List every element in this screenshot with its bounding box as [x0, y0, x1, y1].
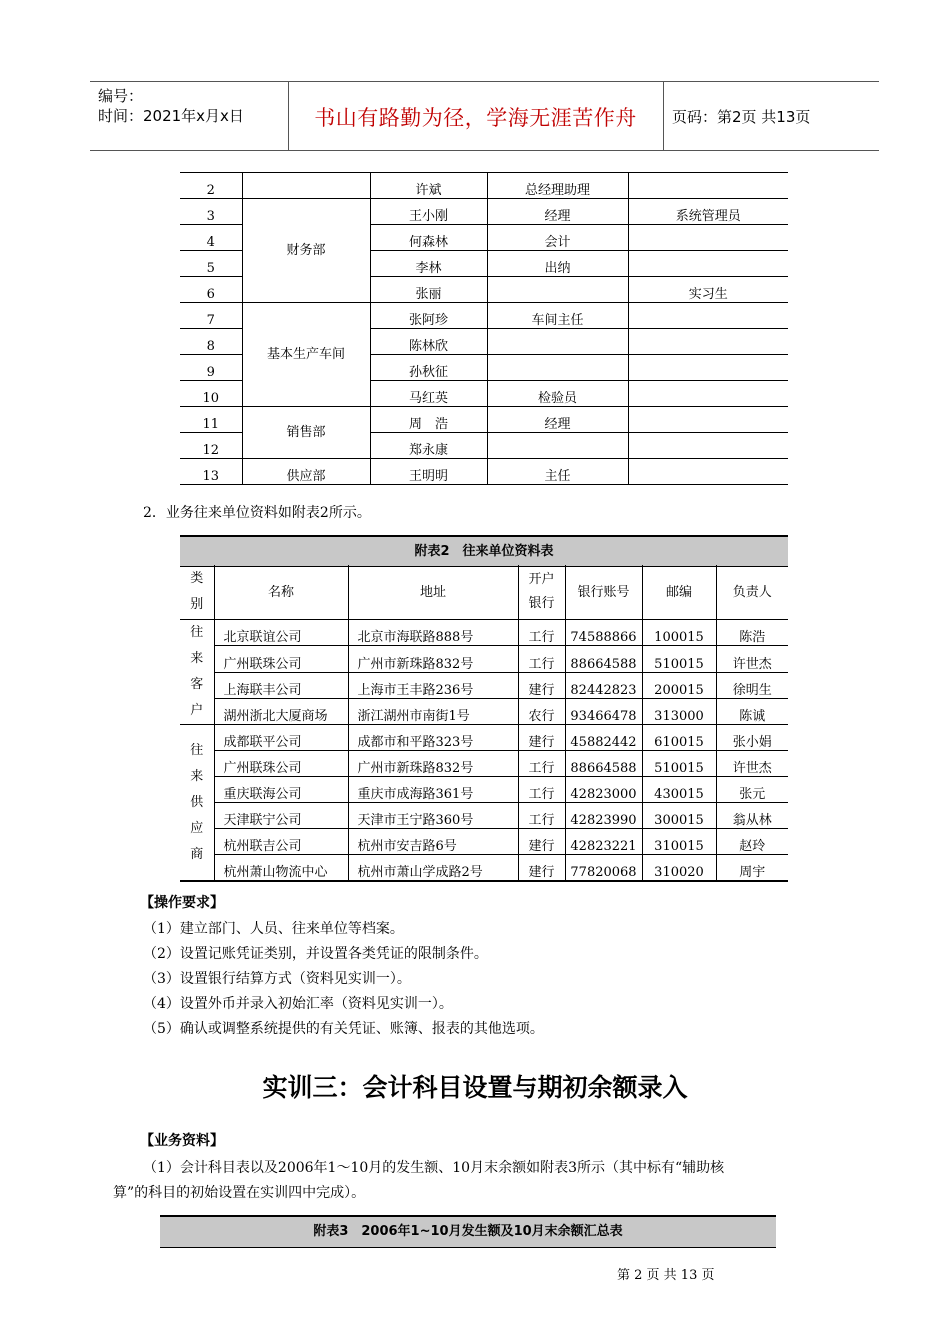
- staff-no: 4: [180, 225, 242, 251]
- header-motto: 书山有路勤为径，学海无涯苦作舟: [314, 106, 637, 130]
- table-row: [180, 725, 788, 751]
- staff-dept: 基本生产车间: [242, 303, 370, 407]
- col-name: 名称: [214, 565, 348, 620]
- partner-account: 42823990: [565, 803, 642, 829]
- staff-role: [628, 251, 788, 277]
- table-row: [180, 777, 788, 803]
- partner-contact: 张元: [716, 777, 788, 803]
- partner-contact: 许世杰: [716, 646, 788, 672]
- staff-no: 10: [180, 381, 242, 407]
- staff-role: 系统管理员: [628, 199, 788, 225]
- partner-contact: 陈浩: [716, 620, 788, 646]
- partner-postcode: 100015: [642, 620, 716, 646]
- staff-name: 张丽: [370, 277, 487, 303]
- staff-name: 许斌: [370, 173, 487, 199]
- partner-postcode: 310015: [642, 829, 716, 855]
- staff-no: 3: [180, 199, 242, 225]
- partner-address: 天津市王宁路360号: [348, 803, 518, 829]
- partner-contact: 许世杰: [716, 751, 788, 777]
- col-contact: 负责人: [716, 565, 788, 620]
- staff-no: 7: [180, 303, 242, 329]
- partner-name: 湖州浙北大厦商场: [214, 698, 348, 724]
- staff-role: [628, 303, 788, 329]
- staff-role: [628, 407, 788, 433]
- staff-role: [628, 355, 788, 381]
- table-row: [180, 672, 788, 698]
- staff-title: [487, 433, 628, 459]
- partner-bank: 工行: [518, 646, 565, 672]
- business-line-1: （1）会计科目表以及2006年1～10月的发生额、10月末余额如附表3所示（其中标有“辅助核: [143, 1160, 725, 1176]
- partner-account: 74588866: [565, 620, 642, 646]
- partner-name: 重庆联海公司: [214, 777, 348, 803]
- partner-postcode: 310020: [642, 855, 716, 882]
- staff-dept: [242, 173, 370, 199]
- col-category: [180, 565, 214, 620]
- partner-bank: 工行: [518, 777, 565, 803]
- partner-postcode: 610015: [642, 725, 716, 751]
- partner-address: 杭州市萧山学成路2号: [348, 855, 518, 882]
- partner-bank: 建行: [518, 829, 565, 855]
- partner-account: 45882442: [565, 725, 642, 751]
- staff-title: 总经理助理: [487, 173, 628, 199]
- staff-name: 郑永康: [370, 433, 487, 459]
- paragraph-partners: 2．业务往来单位资料如附表2所示。: [143, 505, 371, 521]
- business-heading: 【业务资料】: [140, 1133, 224, 1149]
- partner-address: 成都市和平路323号: [348, 725, 518, 751]
- partner-account: 88664588: [565, 646, 642, 672]
- partner-contact: 陈诚: [716, 698, 788, 724]
- requirement-item: （3）设置银行结算方式（资料见实训一）。: [143, 971, 411, 987]
- col-bank: [518, 565, 565, 620]
- partner-account: 42823221: [565, 829, 642, 855]
- col-category-label: 类别: [190, 571, 204, 612]
- staff-name: 陈林欣: [370, 329, 487, 355]
- page-header: [90, 81, 879, 151]
- staff-name: 王明明: [370, 459, 487, 485]
- partner-contact: 翁从林: [716, 803, 788, 829]
- partner-name: 广州联珠公司: [214, 646, 348, 672]
- partner-name: 上海联丰公司: [214, 672, 348, 698]
- staff-dept: 财务部: [242, 199, 370, 303]
- requirement-item: （5）确认或调整系统提供的有关凭证、账簿、报表的其他选项。: [143, 1021, 544, 1037]
- staff-name: 孙秋征: [370, 355, 487, 381]
- table2-caption: 附表2 往来单位资料表: [180, 535, 788, 567]
- partner-name: 杭州联吉公司: [214, 829, 348, 855]
- table-row: [180, 459, 788, 485]
- staff-role: [628, 459, 788, 485]
- partner-account: 42823000: [565, 777, 642, 803]
- partner-account: 77820068: [565, 855, 642, 882]
- staff-dept: 销售部: [242, 407, 370, 459]
- staff-no: 11: [180, 407, 242, 433]
- col-postcode: 邮编: [642, 565, 716, 620]
- col-address: 地址: [348, 565, 518, 620]
- partner-name: 广州联珠公司: [214, 751, 348, 777]
- header-number: 编号：: [98, 87, 144, 105]
- staff-title: [487, 355, 628, 381]
- staff-title: 经理: [487, 199, 628, 225]
- business-line-2: 算”的科目的初始设置在实训四中完成）。: [113, 1185, 366, 1201]
- requirements-heading: 【操作要求】: [140, 895, 224, 911]
- partner-address: 北京市海联路888号: [348, 620, 518, 646]
- partner-name: 杭州萧山物流中心: [214, 855, 348, 882]
- table-row: [180, 646, 788, 672]
- partner-table: [180, 565, 788, 882]
- category-customers: [180, 620, 214, 725]
- header-page: 页码：第2页 共13页: [672, 108, 811, 126]
- partner-bank: 建行: [518, 725, 565, 751]
- table-row: [180, 407, 788, 433]
- staff-table: [180, 172, 788, 485]
- staff-role: [628, 433, 788, 459]
- partner-bank: 建行: [518, 855, 565, 882]
- partner-postcode: 200015: [642, 672, 716, 698]
- staff-no: 12: [180, 433, 242, 459]
- table-header-row: [180, 565, 788, 620]
- staff-name: 张阿珍: [370, 303, 487, 329]
- staff-no: 8: [180, 329, 242, 355]
- staff-no: 9: [180, 355, 242, 381]
- requirement-item: （4）设置外币并录入初始汇率（资料见实训一）。: [143, 996, 453, 1012]
- staff-name: 王小刚: [370, 199, 487, 225]
- staff-name: 马红英: [370, 381, 487, 407]
- category-suppliers: [180, 725, 214, 882]
- requirement-item: （1）建立部门、人员、往来单位等档案。: [143, 921, 404, 937]
- partner-address: 浙江湖州市南街1号: [348, 698, 518, 724]
- header-time: 时间：2021年x月x日: [98, 107, 244, 125]
- staff-title: [487, 277, 628, 303]
- partner-account: 88664588: [565, 751, 642, 777]
- page-footer: 第 2 页 共 13 页: [617, 1268, 715, 1283]
- staff-no: 13: [180, 459, 242, 485]
- partner-contact: 周宇: [716, 855, 788, 882]
- partner-name: 北京联谊公司: [214, 620, 348, 646]
- staff-title: 车间主任: [487, 303, 628, 329]
- staff-no: 5: [180, 251, 242, 277]
- category-customers-label: 往来客户: [190, 625, 204, 718]
- table-row: [180, 855, 788, 882]
- partner-postcode: 510015: [642, 751, 716, 777]
- requirement-item: （2）设置记账凭证类别，并设置各类凭证的限制条件。: [143, 946, 488, 962]
- staff-no: 6: [180, 277, 242, 303]
- partner-bank: 建行: [518, 672, 565, 698]
- table-row: [180, 751, 788, 777]
- partner-address: 杭州市安吉路6号: [348, 829, 518, 855]
- staff-dept: 供应部: [242, 459, 370, 485]
- header-info: [98, 86, 244, 126]
- table-row: [180, 803, 788, 829]
- partner-bank: 工行: [518, 803, 565, 829]
- partner-postcode: 430015: [642, 777, 716, 803]
- partner-address: 上海市王丰路236号: [348, 672, 518, 698]
- staff-title: 主任: [487, 459, 628, 485]
- staff-no: 2: [180, 173, 242, 199]
- partner-contact: 张小娟: [716, 725, 788, 751]
- staff-role: [628, 173, 788, 199]
- partner-address: 重庆市成海路361号: [348, 777, 518, 803]
- staff-title: 会计: [487, 225, 628, 251]
- partner-bank: 工行: [518, 620, 565, 646]
- staff-role: [628, 225, 788, 251]
- table3-caption: 附表3 2006年1~10月发生额及10月末余额汇总表: [160, 1215, 776, 1248]
- staff-name: 何森林: [370, 225, 487, 251]
- col-account: 银行账号: [565, 565, 642, 620]
- partner-contact: 徐明生: [716, 672, 788, 698]
- table-row: [180, 829, 788, 855]
- partner-postcode: 510015: [642, 646, 716, 672]
- table-row: [180, 303, 788, 329]
- partner-bank: 工行: [518, 751, 565, 777]
- partner-postcode: 313000: [642, 698, 716, 724]
- staff-title: 出纳: [487, 251, 628, 277]
- partner-bank: 农行: [518, 698, 565, 724]
- staff-name: 周 浩: [370, 407, 487, 433]
- staff-role: [628, 381, 788, 407]
- section-title: 实训三：会计科目设置与期初余额录入: [262, 1073, 688, 1102]
- staff-title: [487, 329, 628, 355]
- staff-name: 李林: [370, 251, 487, 277]
- partner-address: 广州市新珠路832号: [348, 646, 518, 672]
- partner-postcode: 300015: [642, 803, 716, 829]
- category-suppliers-label: 往来供应商: [190, 742, 204, 862]
- staff-title: 经理: [487, 407, 628, 433]
- partner-name: 天津联宁公司: [214, 803, 348, 829]
- staff-role: [628, 329, 788, 355]
- table-row: [180, 620, 788, 646]
- staff-title: 检验员: [487, 381, 628, 407]
- staff-role: 实习生: [628, 277, 788, 303]
- partner-address: 广州市新珠路832号: [348, 751, 518, 777]
- table-row: [180, 199, 788, 225]
- table-row: [180, 173, 788, 199]
- col-bank-label: 开户银行: [528, 572, 555, 611]
- partner-account: 82442823: [565, 672, 642, 698]
- partner-account: 93466478: [565, 698, 642, 724]
- table-row: [180, 698, 788, 724]
- partner-contact: 赵玲: [716, 829, 788, 855]
- partner-name: 成都联平公司: [214, 725, 348, 751]
